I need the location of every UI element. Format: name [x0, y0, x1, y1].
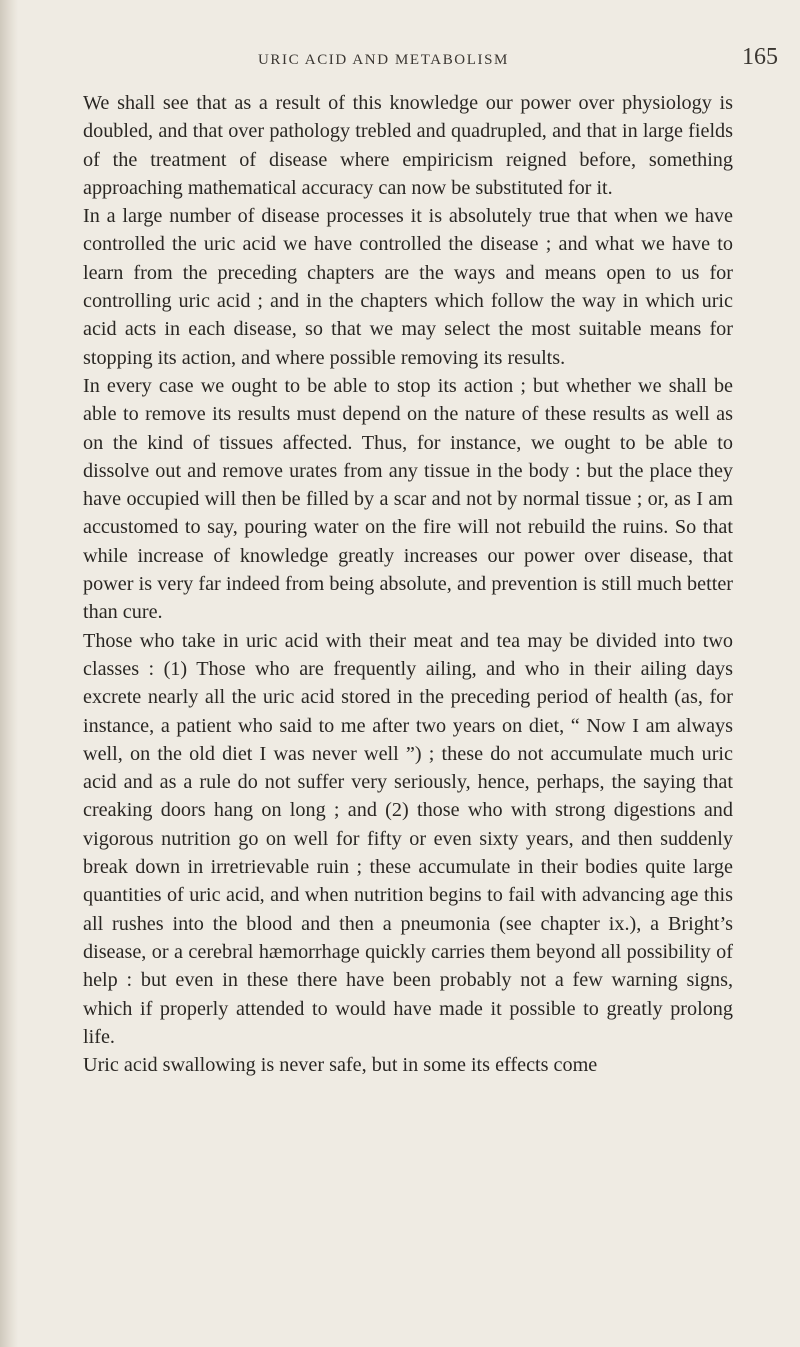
running-head: URIC ACID AND METABOLISM — [258, 52, 509, 68]
body-text — [83, 89, 733, 1079]
page-number: 165 — [742, 44, 778, 70]
paragraph-2: In a large number of disease processes it is absolutely true that when we have controlled the uric acid we have controlled the disease ; and what we have to learn from the preceding chapters are the ways and means open to us for controlling uric acid ; and in the chapters which follow the way in which uric acid acts in each disease, so that we may select the most suitable means for stopping its action, and where possible removing its results. — [83, 205, 733, 369]
paragraph-3: In every case we ought to be able to stop its action ; but whether we shall be able to remove its results must depend on the nature of these results as well as on the kind of tissues affected. Thus, for instance, we ought to be able to dissolve out and remove urates from any tissue in the body : but the place they have occupied will then be filled by a scar and not by normal tissue ; or, as I am accustomed to say, pouring water on the fire will not rebuild the ruins. So that while increase of knowledge greatly increases our power over disease, that power is very far indeed from being absolute, and prevention is still much better than cure. — [83, 374, 733, 624]
paragraph-1: We shall see that as a result of this knowledge our power over physiology is doubled, and that over pathology trebled and quadrupled, and that in large fields of the treatment of disease where empiricism reigned before, something approaching mathematical accuracy can now be substituted for it. — [83, 92, 733, 199]
binding-shadow — [0, 0, 18, 1347]
paragraph-4: Those who take in uric acid with their meat and tea may be divided into two classes : (1) Those who are frequently ailing, and who in their ailing days excrete nearly all the uric acid stored in the preceding period of health (as, for instance, a patient who said to me after two years on diet, “ Now I am always well, on the old diet I was never well ”) ; these do not accumulate much uric acid and as a rule do not suffer very seriously, hence, perhaps, the saying that creaking doors hang on long ; and (2) those who with strong digestions and vigorous nutrition go on well for fifty or even sixty years, and then suddenly break down in irretrievable ruin ; these accumulate in their bodies quite large quantities of uric acid, and when nutrition begins to fail with advancing age this all rushes into the blood and then a pneumonia (see chapter ix.), a Bright’s disease, or a cerebral hæmorrhage quickly carries them beyond all possibility of help : but even in these there have been probably not a few warning signs, which if properly attended to would have made it possible to greatly prolong life. — [83, 629, 733, 1048]
paragraph-5: Uric acid swallowing is never safe, but in some its effects come — [83, 1054, 598, 1077]
